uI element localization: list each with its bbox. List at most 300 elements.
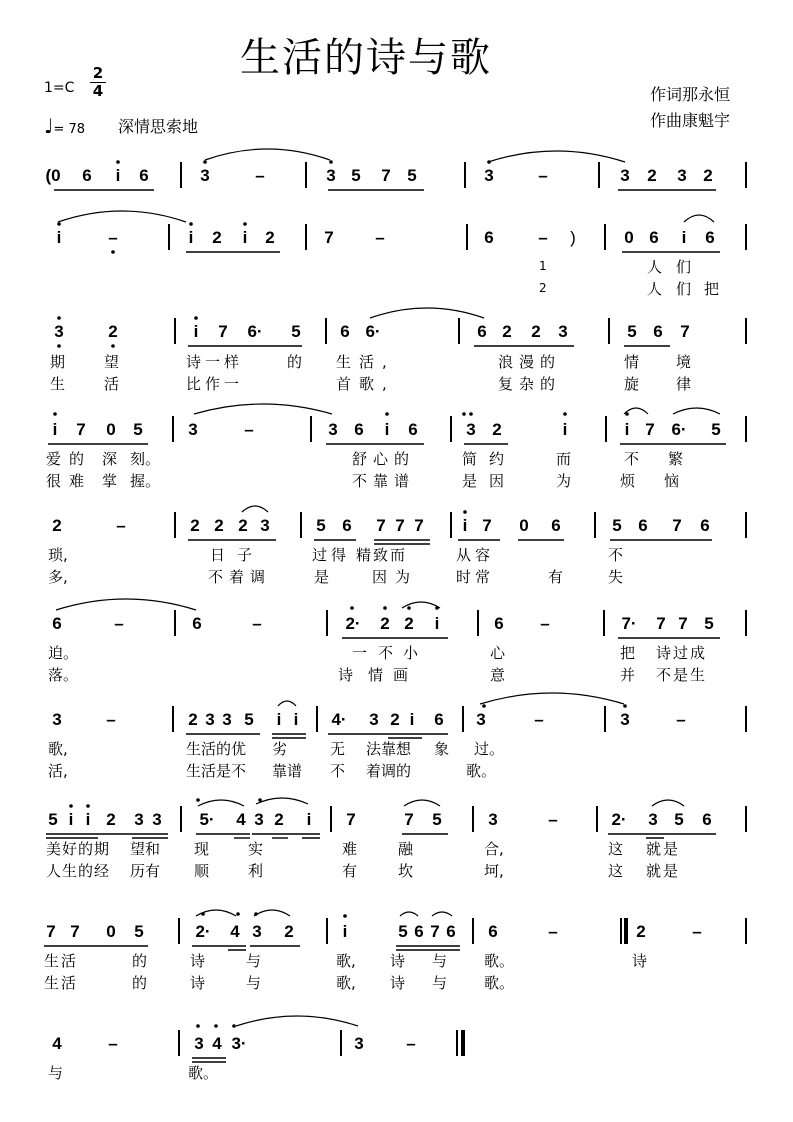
note: 3 <box>369 710 379 729</box>
lyric: 并 <box>620 666 636 684</box>
note: – <box>252 614 262 633</box>
note: 3 <box>484 166 494 185</box>
note: 5 <box>612 516 622 535</box>
lyric: 歌, <box>48 740 68 758</box>
note: 5 <box>48 810 58 829</box>
lyric: 人生的经 <box>46 862 111 880</box>
lyric: 合, <box>484 840 504 858</box>
note: 6 <box>414 922 424 941</box>
lyric: 心 <box>490 644 506 662</box>
verse-number: 2 <box>539 281 547 295</box>
quarter-note-icon: ♩ <box>44 114 54 138</box>
note: – <box>692 922 702 941</box>
octave-dot <box>462 412 466 416</box>
note: i <box>624 420 630 439</box>
lyric: 意 <box>490 666 506 684</box>
barline <box>168 224 170 250</box>
barline <box>325 318 327 344</box>
note: 2 <box>108 322 118 341</box>
note: i <box>115 166 121 185</box>
slur <box>402 602 440 608</box>
note: 5 <box>291 322 301 341</box>
repeat-barline <box>624 918 628 944</box>
lyric: 着调的 <box>366 762 412 780</box>
barline <box>174 512 176 538</box>
note: 3 <box>200 166 210 185</box>
note: – <box>538 228 548 247</box>
slur <box>432 912 452 916</box>
octave-dot <box>232 1024 236 1028</box>
note: 5 <box>704 614 714 633</box>
note: – <box>406 1034 416 1053</box>
lyric: 难 <box>342 840 358 858</box>
note: 2 <box>492 420 502 439</box>
note: 7 <box>376 516 386 535</box>
octave-dot <box>482 704 486 708</box>
note: 6 <box>705 228 715 247</box>
note: 7 <box>430 922 440 941</box>
lyric: 情画 <box>368 666 419 684</box>
barline <box>340 1030 342 1056</box>
lyric: 生 <box>50 375 66 393</box>
barline <box>594 512 596 538</box>
note: 5 <box>133 420 143 439</box>
slur <box>404 800 440 806</box>
note: 2 <box>106 810 116 829</box>
barline <box>310 416 312 442</box>
lyric: 歌。 <box>188 1064 219 1082</box>
note: 3 <box>222 710 232 729</box>
octave-dot <box>111 250 115 254</box>
lyric: 诗 <box>190 974 206 992</box>
barline <box>605 416 607 442</box>
note: 6· <box>365 322 381 341</box>
slur <box>205 149 330 160</box>
lyric: 歌, <box>336 974 356 992</box>
octave-dot <box>214 1024 218 1028</box>
note: i <box>242 228 248 247</box>
octave-dot <box>86 804 90 808</box>
note: 6 <box>354 420 364 439</box>
octave-dot <box>189 222 193 226</box>
note: (0 <box>45 166 61 185</box>
note: i <box>293 710 299 729</box>
lyric: 多, <box>48 568 68 586</box>
barline <box>180 162 182 188</box>
lyric: 歌。 <box>484 974 515 992</box>
note: 4 <box>236 810 246 829</box>
barline <box>745 806 747 832</box>
lyric: 与 <box>246 952 262 970</box>
slur <box>652 800 684 806</box>
note: i <box>384 420 390 439</box>
lyric: 美好的期 <box>46 840 111 858</box>
lyric: 失 <box>608 568 624 586</box>
barline <box>305 162 307 188</box>
lyric: 顺 <box>194 862 210 880</box>
barline <box>466 224 468 250</box>
octave-dot <box>116 160 120 164</box>
lyric: 与 <box>246 974 262 992</box>
slur <box>56 599 196 610</box>
lyric: 过得 <box>312 546 351 564</box>
lyric: 不 <box>624 450 640 468</box>
note: – <box>548 810 558 829</box>
note: 3 <box>558 322 568 341</box>
octave-dot <box>57 316 61 320</box>
note: i <box>188 228 194 247</box>
note: 2 <box>274 810 284 829</box>
lyric: 深 <box>102 450 118 468</box>
lyric: 比作一 <box>186 375 244 393</box>
note: 2 <box>404 614 414 633</box>
note: 3 <box>152 810 162 829</box>
lyric: 们 <box>676 280 692 298</box>
note: – <box>676 710 686 729</box>
note: 0 <box>106 922 116 941</box>
barline <box>477 610 479 636</box>
barline <box>450 512 452 538</box>
note: 7 <box>395 516 405 535</box>
slur <box>673 408 720 414</box>
lyric: 与 <box>48 1064 64 1082</box>
octave-dot <box>383 606 387 610</box>
lyric: 与 <box>432 952 448 970</box>
lyric: 就是 <box>646 862 681 880</box>
octave-dot <box>196 1024 200 1028</box>
note: 7 <box>70 922 80 941</box>
lyric: 而 <box>556 450 572 468</box>
lyric: 是 <box>314 568 330 586</box>
lyric: 有 <box>342 862 358 880</box>
note: 5 <box>674 810 684 829</box>
octave-dot <box>53 412 57 416</box>
final-barline <box>461 1030 465 1056</box>
note: 2· <box>345 614 361 633</box>
lyric: 是因 <box>462 472 517 490</box>
lyric: 诗 <box>632 952 648 970</box>
note: 5 <box>711 420 721 439</box>
octave-dot <box>194 316 198 320</box>
octave-dot <box>343 914 347 918</box>
note: 5 <box>244 710 254 729</box>
note: 2 <box>703 166 713 185</box>
note: 5 <box>398 922 408 941</box>
note: i <box>681 228 687 247</box>
note: 5 <box>432 810 442 829</box>
octave-dot <box>201 912 205 916</box>
note: 7 <box>645 420 655 439</box>
barline <box>326 610 328 636</box>
note: 7· <box>621 614 637 633</box>
slur <box>58 211 186 222</box>
lyric: 融 <box>398 840 414 858</box>
slur <box>196 910 236 916</box>
lyric: 握。 <box>130 472 161 490</box>
lyric: 的 <box>132 952 148 970</box>
note: 3 <box>328 420 338 439</box>
lyric: 生活的优 <box>186 740 247 758</box>
slur <box>684 215 714 222</box>
lyric: 诗 <box>390 952 406 970</box>
lyric: 歌, <box>336 952 356 970</box>
note: i <box>276 710 282 729</box>
lyric: 与 <box>432 974 448 992</box>
note: 4 <box>52 1034 62 1053</box>
lyricist-credit: 作词那永恒 <box>650 85 731 104</box>
lyric: 生活 <box>44 952 79 970</box>
lyric: 望 <box>104 353 120 371</box>
octave-dot <box>111 344 115 348</box>
slur <box>194 404 332 414</box>
barline <box>326 918 328 944</box>
barline <box>458 318 460 344</box>
barline <box>596 806 598 832</box>
lyric: 象 <box>434 740 450 758</box>
lyric: 们 <box>676 258 692 276</box>
note: 3 <box>134 810 144 829</box>
note: i <box>85 810 91 829</box>
lyric: 一 <box>352 644 368 662</box>
lyric: 法靠想 <box>366 740 412 758</box>
note: 3 <box>188 420 198 439</box>
note: 3 <box>620 166 630 185</box>
note: – <box>116 516 126 535</box>
lyric: 诗 <box>338 666 354 684</box>
lyric: 坷, <box>484 862 504 880</box>
slur <box>370 308 484 318</box>
tempo-marking <box>44 114 85 138</box>
octave-dot <box>487 160 491 164</box>
note: 3 <box>194 1034 204 1053</box>
octave-dot <box>57 222 61 226</box>
lyric: 首歌, <box>336 375 395 393</box>
lyric: 歌。 <box>484 952 515 970</box>
note: 2 <box>380 614 390 633</box>
note: 7 <box>346 810 356 829</box>
octave-dot <box>563 412 567 416</box>
note: 6 <box>494 614 504 633</box>
note: 7 <box>404 810 414 829</box>
barline <box>172 706 174 732</box>
octave-dot <box>203 160 207 164</box>
key-signature: 1=C <box>44 80 75 96</box>
barline <box>464 162 466 188</box>
barline <box>745 512 747 538</box>
note: 3 <box>488 810 498 829</box>
lyric: 很难 <box>46 472 93 490</box>
note: 7 <box>678 614 688 633</box>
note: i <box>68 810 74 829</box>
slur <box>278 701 296 706</box>
octave-dot <box>385 412 389 416</box>
lyric: 不 <box>608 546 624 564</box>
note: 5 <box>134 922 144 941</box>
barline <box>603 610 605 636</box>
lyric: 生活, <box>336 353 395 371</box>
note: 3 <box>254 810 264 829</box>
note: 6 <box>484 228 494 247</box>
note: 3 <box>205 710 215 729</box>
note: 6 <box>700 516 710 535</box>
note: 4 <box>230 922 240 941</box>
slur <box>236 1016 358 1026</box>
note: – <box>548 922 558 941</box>
note: ) <box>570 228 576 247</box>
lyric: 坎 <box>398 862 414 880</box>
slur <box>624 408 648 414</box>
barline <box>450 416 452 442</box>
octave-dot <box>236 912 240 916</box>
note: – <box>540 614 550 633</box>
lyric: 复杂的 <box>498 375 562 393</box>
lyric: 生活 <box>44 974 79 992</box>
octave-dot <box>435 606 439 610</box>
octave-dot <box>407 606 411 610</box>
note: 2 <box>636 922 646 941</box>
lyric: 无 <box>330 740 346 758</box>
note: 3 <box>677 166 687 185</box>
note: 6 <box>82 166 92 185</box>
note: 7 <box>324 228 334 247</box>
lyric: 历有 <box>130 862 161 880</box>
note: 5 <box>407 166 417 185</box>
note: 7 <box>414 516 424 535</box>
note: 6· <box>247 322 263 341</box>
note: 6 <box>551 516 561 535</box>
barline <box>330 806 332 832</box>
lyric: 的 <box>132 974 148 992</box>
lyric: 精致而 <box>356 546 408 564</box>
note: 2 <box>214 516 224 535</box>
octave-dot <box>625 412 629 416</box>
lyric: 不小 <box>378 644 429 662</box>
octave-dot <box>243 222 247 226</box>
lyric: 情 <box>624 353 640 371</box>
lyric: 利 <box>248 862 264 880</box>
lyric: 就是 <box>646 840 681 858</box>
barline <box>745 162 747 188</box>
note: – <box>375 228 385 247</box>
note: 2 <box>647 166 657 185</box>
lyric: 望和 <box>130 840 161 858</box>
barline <box>608 318 610 344</box>
final-barline <box>456 1030 458 1056</box>
lyric: 为 <box>556 472 572 490</box>
note: 4· <box>331 710 347 729</box>
tempo-value: = 78 <box>53 122 86 137</box>
barline <box>462 706 464 732</box>
octave-dot <box>350 606 354 610</box>
barline <box>598 162 600 188</box>
note: 6 <box>434 710 444 729</box>
octave-dot <box>258 798 262 802</box>
note: i <box>462 516 468 535</box>
note: 2 <box>284 922 294 941</box>
note: 3 <box>620 710 630 729</box>
time-signature <box>90 66 106 99</box>
barline <box>745 224 747 250</box>
note: 7 <box>381 166 391 185</box>
lyric: 舒心的 <box>352 450 416 468</box>
note: 6 <box>340 322 350 341</box>
barline <box>174 318 176 344</box>
note: 6 <box>477 322 487 341</box>
lyric: 活, <box>48 762 68 780</box>
note: 5 <box>316 516 326 535</box>
lyric: 劣 <box>272 740 288 758</box>
note: 3 <box>476 710 486 729</box>
note: 3 <box>252 922 262 941</box>
note: 6· <box>671 420 687 439</box>
barline <box>172 416 174 442</box>
barline <box>604 224 606 250</box>
note: 2 <box>188 710 198 729</box>
lyric: 过。 <box>474 740 505 758</box>
note: i <box>52 420 58 439</box>
note: i <box>306 810 312 829</box>
note: 3 <box>648 810 658 829</box>
octave-dot <box>57 344 61 348</box>
note: 3 <box>466 420 476 439</box>
lyric: 落。 <box>48 666 79 684</box>
note: 6 <box>408 420 418 439</box>
octave-dot <box>254 912 258 916</box>
octave-dot <box>329 160 333 164</box>
note: 3 <box>326 166 336 185</box>
note: 2 <box>190 516 200 535</box>
note: 2 <box>212 228 222 247</box>
note: 7 <box>482 516 492 535</box>
barline <box>472 806 474 832</box>
note: – <box>108 1034 118 1053</box>
octave-dot <box>463 510 467 514</box>
barline <box>300 512 302 538</box>
lyric: 不 <box>330 762 346 780</box>
note: 3 <box>354 1034 364 1053</box>
lyric: 现 <box>194 840 210 858</box>
lyric: 实 <box>248 840 264 858</box>
note: i <box>193 322 199 341</box>
barline <box>305 224 307 250</box>
note: i <box>56 228 62 247</box>
note: i <box>409 710 415 729</box>
note: 2· <box>195 922 211 941</box>
barline <box>745 706 747 732</box>
lyric: 琐, <box>48 546 68 564</box>
time-signature-top: 2 <box>92 64 104 82</box>
note: 5 <box>627 322 637 341</box>
barline <box>180 806 182 832</box>
barline <box>178 918 180 944</box>
note: 6 <box>139 166 149 185</box>
note: 7 <box>46 922 56 941</box>
barline <box>472 918 474 944</box>
barline <box>174 610 176 636</box>
lyric: 律 <box>676 375 692 393</box>
note: 3· <box>231 1034 247 1053</box>
note: – <box>255 166 265 185</box>
lyric: 诗一样 <box>186 353 244 371</box>
note: 7 <box>76 420 86 439</box>
lyric: 恼 <box>664 472 680 490</box>
lyric: 活 <box>104 375 120 393</box>
note: 6 <box>488 922 498 941</box>
note: 2 <box>531 322 541 341</box>
lyric: 日子 <box>210 546 265 564</box>
note: 3 <box>52 710 62 729</box>
time-signature-bottom: 4 <box>92 82 104 100</box>
